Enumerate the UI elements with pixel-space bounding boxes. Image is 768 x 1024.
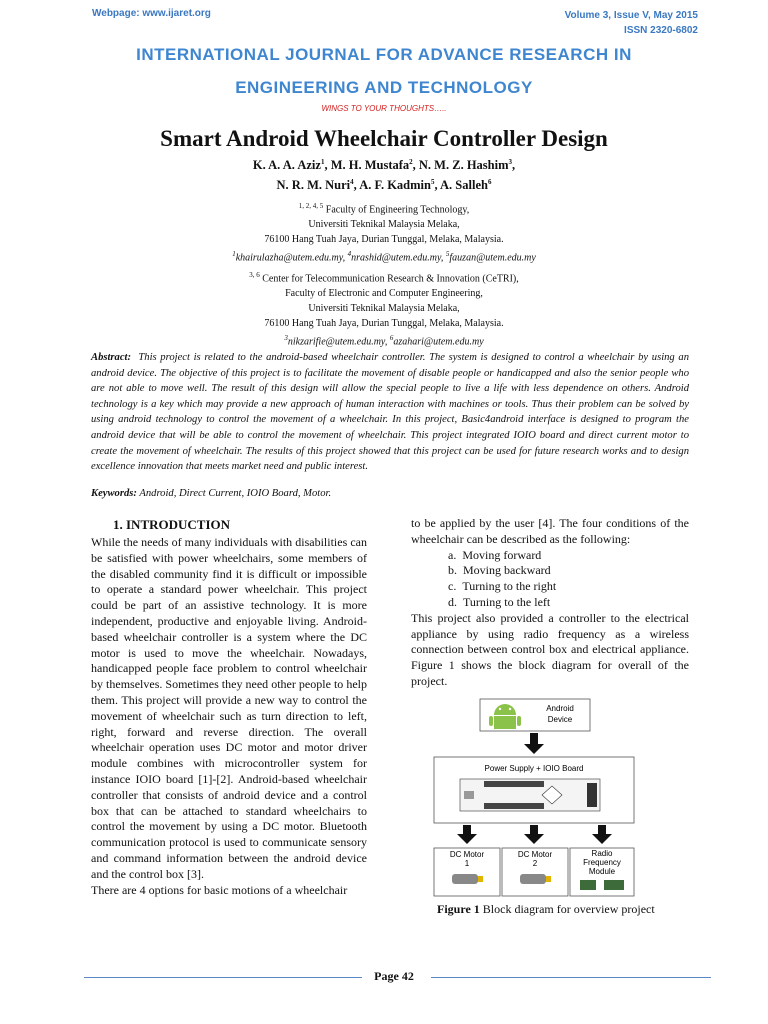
email-sup: 6 [389, 334, 394, 343]
email-link[interactable]: fauzan@utem.edu.my [449, 252, 536, 264]
header-webpage: Webpage: www.ijaret.org [92, 8, 211, 19]
abstract-label: Abstract: [91, 352, 132, 363]
dc-motor-2-number: 2 [532, 859, 538, 868]
android-label-1: Android [546, 704, 574, 713]
affiliation-1-emails [0, 247, 768, 265]
journal-tagline: WINGS TO YOUR THOUGHTS….. [321, 104, 447, 113]
author-name: A. Salleh [440, 178, 488, 193]
ioio-board-icon [460, 779, 600, 811]
author-list [0, 154, 768, 194]
header-issue-info [565, 8, 698, 38]
email-sup: 4 [347, 250, 352, 259]
journal-name-line1: INTERNATIONAL JOURNAL FOR ADVANCE RESEARCH IN [136, 45, 632, 64]
arrow-down-icon [524, 733, 544, 754]
affiliation-sup: 1, 2, 4, 5 [298, 202, 324, 210]
abstract-text: This project is related to the android-based wheelchair controller. The system is designed to control a wheelchair by using an android device. The objective of this project is to facilitate the movement of disable people or handicapped and also the senior people who are not able to move well. The result of this design will allow the special people to live a life with less dependence on others. Android technology is a key which may provide a new approach of human interaction with machines or tools. Thus their problem can be solved by using android technology to control the movement of a wheelchair. In this project, Basic4android interface is designed to program the android device that will be able to control the movement of wheelchair. This project integrated IOIO board and direct current motor to create the movement of wheelchair. The results of this project showed that this project can be used for future research works and to design excellence innovation that meets market need and public interest. [91, 352, 689, 473]
affiliation-text: Center for Telecommunication Research & Innovation (CeTRI), [262, 273, 519, 285]
rf-label-3: Module [588, 867, 616, 876]
arrow-down-icon [524, 825, 544, 844]
list-item: b. Moving backward [448, 563, 551, 578]
email-link[interactable]: khairulazha@utem.edu.my, [235, 252, 346, 264]
intro-paragraph-2: There are 4 options for basic motions of a wheelchair [91, 882, 348, 897]
affiliation-1 [0, 199, 768, 266]
affiliation-2-line3: Universiti Teknikal Malaysia Melaka, [308, 303, 460, 315]
list-item: a. Moving forward [448, 547, 542, 562]
rf-label-1: Radio [591, 849, 613, 858]
dc-motor-1-label: DC Motor [449, 850, 485, 859]
affiliation-text: Faculty of Engineering Technology, [325, 204, 470, 216]
affiliation-2-emails [0, 331, 768, 349]
header-issn: ISSN 2320-6802 [624, 25, 698, 36]
email-link[interactable]: azahari@utem.edu.my [393, 336, 484, 348]
dc-motor-2-label: DC Motor [517, 850, 553, 859]
author-sup: 5 [430, 178, 435, 187]
right-paragraph-1: to be applied by the user [4]. The four conditions of the wheelchair can be described as the following: [411, 516, 689, 546]
author-name: A. F. Kadmin [359, 178, 431, 193]
figure-caption-text: Block diagram for overview project [479, 902, 655, 916]
author-name: N. R. M. Nuri [276, 178, 351, 193]
affiliation-2-line2: Faculty of Electronic and Computer Engineering, [285, 288, 483, 300]
power-supply-label: Power Supply + IOIO Board [484, 764, 584, 773]
journal-name-line2: ENGINEERING AND TECHNOLOGY [235, 78, 533, 97]
right-column [411, 516, 689, 690]
list-item: d. Turning to the left [448, 594, 551, 609]
android-label-2: Device [547, 715, 573, 724]
author-sup: 2 [409, 158, 413, 166]
figure-caption [437, 902, 655, 917]
arrow-down-icon [457, 825, 477, 844]
author-line-2: N. R. M. Nuri$^4$, A. F. Kadmin$^5$, A. Salleh$^6$ [276, 178, 492, 193]
intro-paragraph-1: While the needs of many individuals with disabilities can be satisfied with power wheelchairs, some members of the disabled community find it is difficult or impossible to operate a standard power wheelchair. This project could be part of an assistive technology. It is more independent, productive and enjoyable living. Android-based wheelchair controller is a system where the DC motor is used to move the wheelchair. Nowadays, handicapped people face problem to control wheelchair by themselves. Sometimes they need other people to help them. This project will provide a new way to control the movement of wheelchair such as turn direction to left, right, forward and reverse direction. The overall wheelchair operation uses DC motor and motor driver module combines with microcontroller system for instance IOIO board [1]-[2]. Android-based wheelchair controller that consists of android device and a control box that can be attached to standard wheelchairs to control the movement by using a DC motor. Bluetooth communication protocol is used to communicate sensory and command information between the android device and the control box [3]. [91, 535, 367, 881]
affiliation-1-line1 [0, 199, 768, 217]
page-number: Page 42 [374, 969, 414, 983]
keywords-label: Keywords: [91, 488, 137, 499]
wheelchair-conditions-list [411, 548, 689, 611]
list-item: c. Turning to the right [448, 579, 557, 594]
email-sup: 5 [445, 250, 450, 259]
right-paragraph-2: This project also provided a controller to the electrical appliance by using radio frequency as a wireless connection between control box and electrical appliance. Figure 1 shows the block diagram for overall of the project. [411, 610, 689, 688]
left-column [91, 517, 367, 898]
email-sup: 3 [284, 334, 288, 343]
affiliation-2 [0, 268, 768, 350]
figure-caption-label: Figure 1 [437, 902, 480, 916]
email-link[interactable]: nikzarifie@utem.edu.my, [287, 336, 388, 348]
abstract [91, 350, 689, 475]
author-name: N. M. Z. Hashim [418, 158, 509, 173]
rf-label-2: Frequency [583, 858, 621, 867]
section-heading-introduction: 1. INTRODUCTION [113, 517, 231, 532]
paper-title: Smart Android Wheelchair Controller Design [160, 126, 608, 151]
affiliation-sup: 3, 6 [249, 271, 260, 279]
header-volume: Volume 3, Issue V, May 2015 [564, 10, 698, 21]
author-sup: 4 [350, 178, 354, 187]
author-name: M. H. Mustafa [330, 158, 410, 173]
author-sup: 3 [508, 158, 512, 166]
email-sup: 1 [232, 250, 236, 259]
affiliation-1-line3: 76100 Hang Tuah Jaya, Durian Tunggal, Melaka, Malaysia. [264, 234, 504, 246]
author-line-1: K. A. A. Aziz$^1$, M. H. Mustafa$^2$, N. M. Z. Hashim$^3$, [252, 158, 516, 173]
author-sup: 1 [320, 158, 325, 166]
footer-divider-right [431, 977, 711, 978]
email-link[interactable]: nrashid@utem.edu.my, [351, 252, 444, 264]
affiliation-2-line4: 76100 Hang Tuah Jaya, Durian Tunggal, Melaka, Malaysia. [264, 318, 504, 330]
author-name: K. A. A. Aziz [252, 158, 321, 173]
footer-divider-left [84, 977, 362, 978]
dc-motor-1-number: 1 [464, 859, 470, 868]
arrow-down-icon [592, 825, 612, 844]
affiliation-2-line1 [0, 268, 768, 286]
block-diagram-figure [432, 697, 637, 897]
affiliation-1-line2: Universiti Teknikal Malaysia Melaka, [308, 219, 460, 231]
keywords [91, 488, 331, 499]
author-sup: 6 [487, 178, 492, 187]
keywords-text: Android, Direct Current, IOIO Board, Motor. [139, 488, 332, 499]
